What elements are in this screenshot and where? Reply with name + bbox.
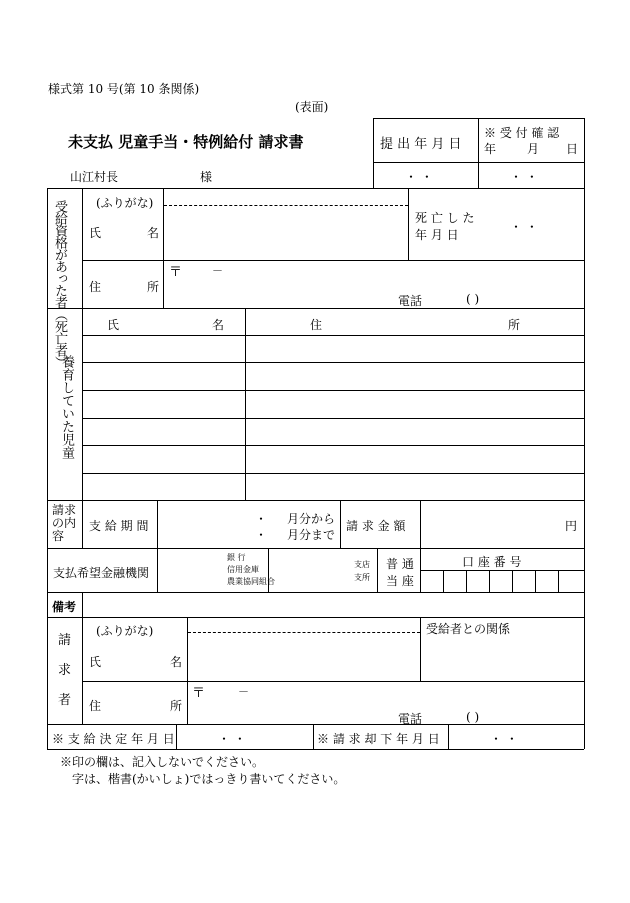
- child-name-field[interactable]: [83, 474, 244, 500]
- deceased-name-field[interactable]: [165, 207, 407, 259]
- child-address-field[interactable]: [246, 391, 583, 418]
- child-address-field[interactable]: [246, 363, 583, 390]
- deceased-phone-label: 電話: [398, 294, 423, 308]
- bank-label: 支払希望金融機関: [53, 566, 150, 580]
- claimant-label: 請求者: [58, 633, 72, 708]
- claimant-address-field[interactable]: [189, 696, 583, 708]
- submission-date-dots[interactable]: ・ ・: [405, 170, 433, 184]
- period-to-dot: ・: [255, 528, 268, 542]
- deceased-name-label-1: 氏: [89, 226, 102, 240]
- page-title: 未支払 児童手当・特例給付 請求書: [68, 133, 304, 151]
- claimant-address-label-1: 住: [89, 699, 102, 713]
- period-from-dot: ・: [255, 512, 268, 526]
- postal-mark-icon: 〒: [169, 265, 183, 280]
- reception-day-label: 日: [566, 142, 579, 156]
- children-col-address-1: 住: [310, 318, 323, 332]
- reception-date-dots: ・ ・: [510, 170, 538, 184]
- bank-type-3: 農業協同組合: [227, 577, 275, 586]
- death-date-dots[interactable]: ・ ・: [510, 220, 538, 234]
- claim-amount-field[interactable]: [421, 502, 561, 546]
- child-address-field[interactable]: [246, 474, 583, 500]
- death-date-label-2: 年 月 日: [415, 228, 459, 242]
- claimant-furigana-label: (ふりがな): [96, 624, 154, 638]
- deceased-furigana-label: (ふりがな): [96, 196, 154, 210]
- submission-date-label: 提 出 年 月 日: [380, 137, 462, 152]
- period-from-label: 月分から: [287, 512, 336, 526]
- child-address-field[interactable]: [246, 446, 583, 473]
- claim-amount-label: 請 求 金 額: [346, 519, 406, 533]
- bank-name-field[interactable]: [158, 550, 223, 590]
- side-label: (表面): [295, 100, 329, 114]
- rejection-date-dots: ・ ・: [490, 732, 518, 746]
- children-section-label: 養育していた児童: [59, 355, 74, 459]
- period-to-label: 月分まで: [287, 528, 336, 542]
- addressee: 山江村長: [70, 170, 119, 184]
- death-date-label-1: 死 亡 し た: [415, 211, 475, 225]
- relation-label: 受給者との関係: [426, 622, 511, 636]
- deceased-section-label: 受給資格があった者（死亡者）: [52, 200, 67, 368]
- claimant-address-label-2: 所: [170, 699, 183, 713]
- honorific: 様: [200, 170, 213, 184]
- child-name-field[interactable]: [83, 446, 244, 473]
- child-address-field[interactable]: [246, 419, 583, 445]
- child-address-field[interactable]: [246, 336, 583, 362]
- account-type-ordinary[interactable]: 普 通: [386, 557, 414, 571]
- rejection-date-label: ※ 請 求 却 下 年 月 日: [317, 732, 440, 746]
- decision-date-dots: ・ ・: [218, 732, 246, 746]
- branch-label-1: 支店: [354, 560, 370, 569]
- bank-type-2: 信用金庫: [227, 565, 259, 574]
- account-number-field[interactable]: [421, 571, 583, 591]
- payment-period-label: 支 給 期 間: [89, 519, 149, 533]
- child-name-field[interactable]: [83, 363, 244, 390]
- claimant-postal-mark-icon: 〒: [192, 686, 206, 701]
- bank-type-1: 銀 行: [227, 553, 246, 562]
- children-col-name-2: 名: [212, 318, 225, 332]
- children-col-name-1: 氏: [107, 318, 120, 332]
- child-name-field[interactable]: [83, 336, 244, 362]
- deceased-address-field[interactable]: [165, 276, 583, 290]
- reception-month-label: 月: [527, 142, 540, 156]
- reception-confirm-label: ※ 受 付 確 認: [484, 126, 560, 140]
- form-number: 様式第 10 号(第 10 条関係): [48, 82, 200, 96]
- deceased-name-label-2: 名: [147, 226, 160, 240]
- child-name-field[interactable]: [83, 391, 244, 418]
- account-number-label: 口 座 番 号: [462, 555, 522, 569]
- claimant-name-label-2: 名: [170, 655, 183, 669]
- relation-field[interactable]: [421, 637, 583, 680]
- branch-name-field[interactable]: [269, 550, 349, 590]
- claimant-name-label-1: 氏: [89, 655, 102, 669]
- note-1: ※印の欄は、記入しないでください。: [60, 755, 265, 769]
- claimant-name-field[interactable]: [189, 634, 419, 680]
- deceased-phone-field[interactable]: ( ): [466, 292, 480, 306]
- child-name-field[interactable]: [83, 419, 244, 445]
- postal-dash: －: [212, 264, 223, 277]
- yen-label: 円: [565, 519, 578, 533]
- branch-label-2: 支所: [354, 573, 370, 582]
- remarks-label: 備考: [52, 600, 77, 614]
- claimant-phone-field[interactable]: ( ): [466, 710, 480, 724]
- claim-content-label: 請求の内容: [52, 503, 77, 543]
- account-type-current[interactable]: 当 座: [386, 574, 414, 588]
- claimant-postal-dash: －: [238, 685, 249, 698]
- decision-date-label: ※ 支 給 決 定 年 月 日: [52, 732, 175, 746]
- deceased-address-label-1: 住: [89, 280, 102, 294]
- note-2: 字は、楷書(かいしょ)ではっきり書いてください。: [72, 772, 346, 786]
- deceased-address-label-2: 所: [147, 280, 160, 294]
- children-col-address-2: 所: [508, 318, 521, 332]
- claimant-phone-label: 電話: [398, 712, 423, 726]
- reception-year-label: 年: [484, 142, 497, 156]
- remarks-field[interactable]: [83, 594, 583, 616]
- payment-period-field[interactable]: [158, 502, 278, 546]
